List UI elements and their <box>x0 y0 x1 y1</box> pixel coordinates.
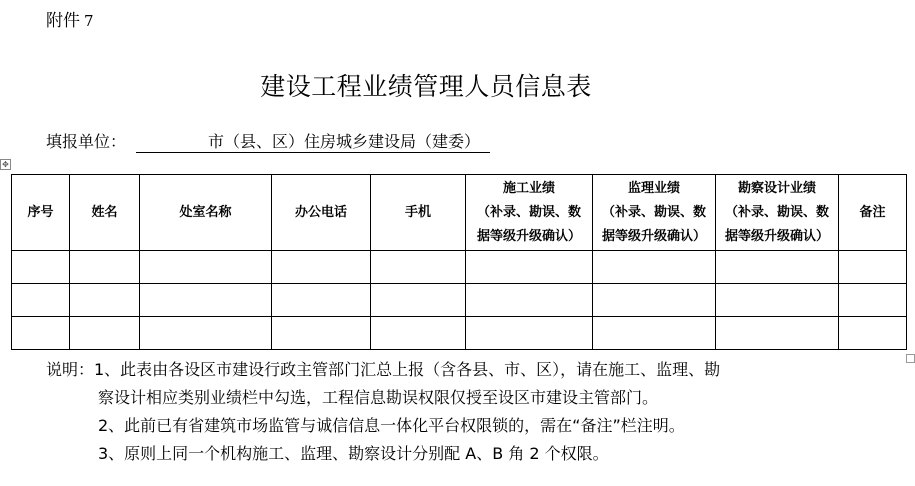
table-cell[interactable] <box>716 284 839 317</box>
table-cell[interactable] <box>140 317 272 350</box>
note-line-2: 2、此前已有省建筑市场监管与诚信信息一体化平台权限锁的，需在“备注”栏注明。 <box>98 416 685 435</box>
table-cell[interactable] <box>140 284 272 317</box>
fill-unit-row <box>46 131 490 153</box>
header-supervision-line3: 据等级升级确认） <box>601 228 706 244</box>
table-cell[interactable] <box>466 251 593 284</box>
table-row <box>12 251 907 284</box>
table-cell[interactable] <box>716 251 839 284</box>
header-name: 姓名 <box>70 175 140 251</box>
table-cell[interactable] <box>12 284 70 317</box>
table-row <box>12 284 907 317</box>
table-cell[interactable] <box>371 317 466 350</box>
header-survey-design-performance <box>716 175 839 251</box>
header-construction-line3: 据等级升级确认） <box>476 228 581 244</box>
fill-unit-value[interactable]: 市（县、区）住房城乡建设局（建委） <box>136 132 490 153</box>
table-cell[interactable] <box>70 251 140 284</box>
table-cell[interactable] <box>466 317 593 350</box>
table-cell[interactable] <box>593 317 716 350</box>
header-supervision-performance <box>593 175 716 251</box>
attachment-label <box>46 10 94 32</box>
header-supervision-line2: （补录、勘误、数 <box>601 204 706 220</box>
header-survey-line3: 据等级升级确认） <box>724 228 829 244</box>
table-cell[interactable] <box>593 284 716 317</box>
table-cell[interactable] <box>466 284 593 317</box>
table-cell[interactable] <box>371 251 466 284</box>
table-cell[interactable] <box>839 251 907 284</box>
header-supervision-title: 监理业绩 <box>627 180 680 196</box>
table-move-handle-icon[interactable]: ✥ <box>0 159 11 170</box>
attachment-number: 7 <box>84 12 94 30</box>
header-department: 处室名称 <box>140 175 272 251</box>
header-survey-title: 勘察设计业绩 <box>737 180 816 196</box>
table-cell[interactable] <box>12 251 70 284</box>
note-line-1: 说明：1、此表由各设区市建设行政主管部门汇总上报（含各县、市、区），请在施工、监理、勘 <box>46 360 721 379</box>
header-mobile: 手机 <box>371 175 466 251</box>
table-cell[interactable] <box>70 317 140 350</box>
note-line-1-continued: 察设计相应类别业绩栏中勾选，工程信息勘误权限仅授至设区市建设主管部门。 <box>98 388 659 407</box>
table-cell[interactable] <box>716 317 839 350</box>
table-cell[interactable] <box>593 251 716 284</box>
note-line-3: 3、原则上同一个机构施工、监理、勘察设计分别配 A、B 角 2 个权限。 <box>98 444 609 463</box>
table-cell[interactable] <box>272 317 371 350</box>
table-row <box>12 317 907 350</box>
page-title: 建设工程业绩管理人员信息表 <box>260 72 592 101</box>
table-cell[interactable] <box>272 284 371 317</box>
table-cell[interactable] <box>12 317 70 350</box>
table-cell[interactable] <box>272 251 371 284</box>
attachment-text: 附件 <box>46 11 80 31</box>
header-construction-performance <box>466 175 593 251</box>
table-cell[interactable] <box>839 284 907 317</box>
header-remarks: 备注 <box>839 175 907 251</box>
info-table <box>11 174 907 350</box>
table-cell[interactable] <box>140 251 272 284</box>
table-cell[interactable] <box>70 284 140 317</box>
header-survey-line2: （补录、勘误、数 <box>724 204 829 220</box>
header-office-phone: 办公电话 <box>272 175 371 251</box>
table-resize-handle[interactable] <box>906 354 915 363</box>
header-construction-line2: （补录、勘误、数 <box>476 204 581 220</box>
notes-section <box>46 356 720 468</box>
table-cell[interactable] <box>371 284 466 317</box>
table-cell[interactable] <box>839 317 907 350</box>
fill-unit-label: 填报单位： <box>46 132 127 151</box>
table-header-row <box>12 175 907 251</box>
header-seq: 序号 <box>12 175 70 251</box>
header-construction-title: 施工业绩 <box>502 180 555 196</box>
